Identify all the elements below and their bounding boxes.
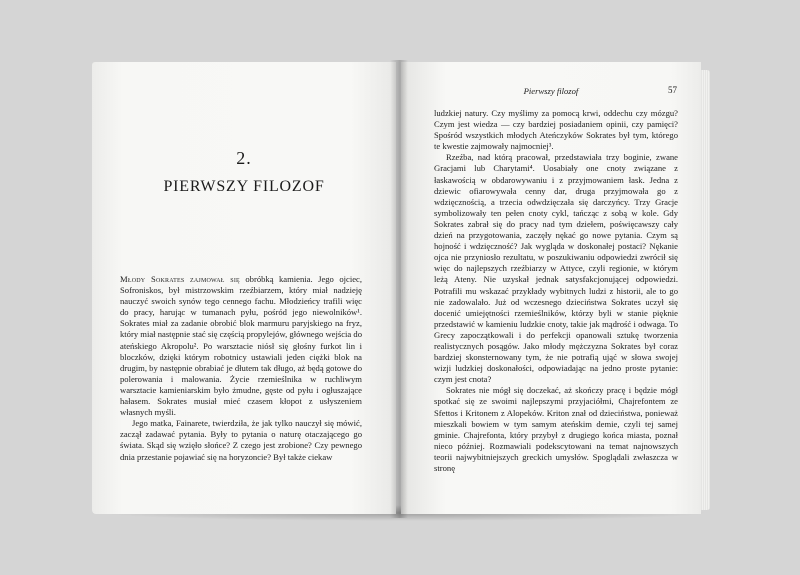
paragraph [120,274,362,418]
running-head: Pierwszy filozof [523,86,579,96]
paragraph: Rzeźba, nad którą pracował, przedstawiała trzy boginie, zwane Gracjami lub Charytami⁴. Uosabiały one cnoty związane z łaskawością w obdarowywaniu i z przyjmowaniem łask. Jedna z dziewic ofiarowywała cenny dar, druga przyjmowała go z wdzięcznością, a trzecia odwdzięczała się darczyńcy. Trzy Gracje symbolizowały ten pełen cnoty cykl, tańcząc z sobą w kole. Gdy Sokrates zabrał się do pracy nad tym dziełem, poświęcawszy cały dzień na przygotowania, zaczęły nękać go nowe pytania. Czym są hojność i wdzięczność? Jak wygląda w doskonałej postaci? Nękanie ojca nie przyniosło rezultatu, w poszukiwaniu odpowiedzi zwrócił się więc do najlepszych rzeźbiarzy w Attyce, czyli regionie, w którym leżą Ateny. Nie uzyskał jednak satysfakcjonującej odpowiedzi. Potrafili mu wskazać przykłady wybitnych ludzi z historii, ale to go nie zadowalało. Już od wczesnego dzieciństwa Sokrates uczył się docenić umiejętności rzemieślników, którzy byli w stanie pięknie przedstawić w kamieniu ludzkie cnoty, takie jak mądrość i odwaga. To Grecy zapoczątkowali i do perfekcji opanowali sztukę tworzenia realistycznych posągów. Jako młody mężczyzna Sokrates był coraz bardziej skonsternowany tym, że nie potrafią ująć w słowa swojej wizji ludzkiej doskonałości, odpowiadając na jedno proste pytanie: czym jest cnota? [434,152,678,385]
left-body-text [120,274,362,463]
page-number: 57 [668,85,677,95]
paragraph: Sokrates nie mógł się doczekać, aż skończy pracę i będzie mógł spotkać się ze swoimi najlepszymi przyjaciółmi, Chajrefontem ze Sfettos i Kritonem z Alopeków. Kriton znał od dzieciństwa, ponieważ mieszkali bowiem w tym samym ateńskim demie, czyli tej samej gminie. Chajrefonta, który przybył z drugiego końca miasta, poznał nieco później. Rozmawiali podekscytowani na temat najnowszych teorii najwybitniejszych greckich umysłów. Spoglądali zwłaszcza w stronę [434,385,678,473]
page-header [401,62,701,102]
paragraph-text: obróbką kamienia. Jego ojciec, Sofroniskos, był mistrzowskim rzeźbiarzem, który miał nadzieję nauczyć swoich synów tego cennego fachu. Młodzieńcy trafili więc do pracy, harując w tumanach pyłu, pośród jego niewolników¹. Sokrates miał za zadanie obrobić blok marmuru paryjskiego na fryz, który miał następnie stać się częścią propylejów, głównego wejścia do ateńskiego Akropolu². Po warsztacie niósł się głośny furkot lin i bloczków, dzięki którym robotnicy ustawiali jeden ciężki blok na drugim, by następnie obrabiać je dłutem tak długo, aż będą gotowe do polerowania i malowania. Życie rzemieślnika w ruchliwym warsztacie kamieniarskim było żmudne, gęste od pyłu i ogłuszające hałasem. Sokrates musiał mieć czasem kłopot z usłyszeniem własnych myśli. [120,274,362,418]
left-page [92,62,396,514]
paragraph: Jego matka, Fainarete, twierdziła, że jak tylko nauczył się mówić, zaczął zadawać pytania. Były to pytania o naturę otaczającego go świata. Skąd się wzięło słońce? Z czego jest zrobione? Czy pewnego dnia przestanie pojawiać się na horyzoncie? Był także ciekaw [120,418,362,462]
opening-smallcaps: Młody Sokrates zajmował się [120,274,240,284]
right-body-text [434,108,678,474]
right-page [401,62,701,514]
paragraph: ludzkiej natury. Czy myślimy za pomocą krwi, oddechu czy mózgu? Czym jest wiedza — czy bardziej posiadaniem opinii, czy pamięci? Spośród wszystkich młodych Ateńczyków Sokrates był tym, którego te kwestie zajmowały najmocniej³. [434,108,678,152]
chapter-title: PIERWSZY FILOZOF [163,178,325,195]
chapter-number: 2. [236,148,252,168]
page-edges [700,70,710,510]
